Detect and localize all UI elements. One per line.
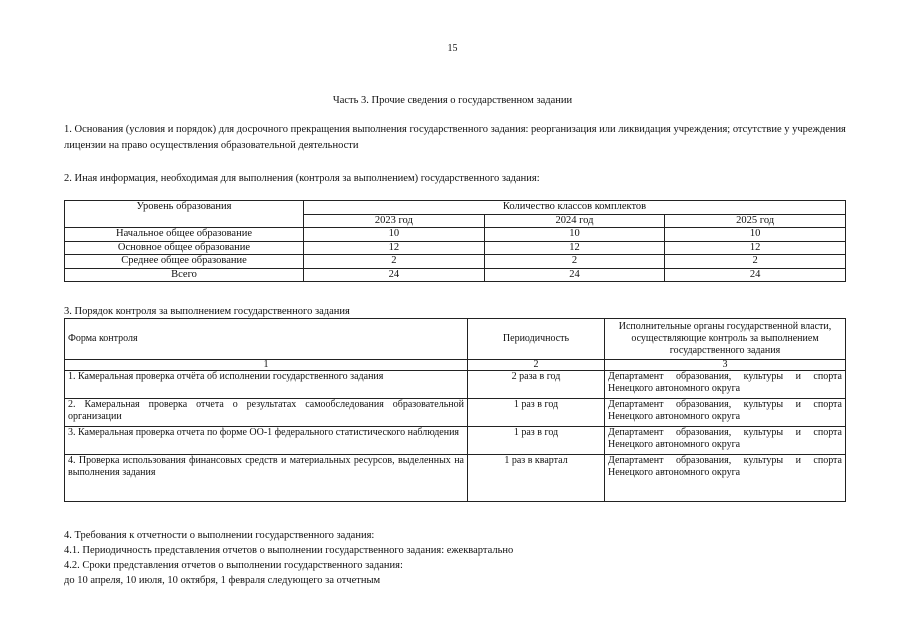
value-cell: 24	[665, 268, 846, 282]
year-cell: 2023 год	[304, 214, 485, 228]
year-cell: 2024 год	[484, 214, 665, 228]
form-cell: 3. Камеральная проверка отчета по форме ОО-1 федерального статистического наблюдения	[65, 427, 468, 455]
table-row	[65, 371, 846, 399]
header-period: Периодичность	[468, 319, 605, 360]
section-4-1-text: 4.1. Периодичность представления отчетов о выполнении государственного задания: ежеквартально	[64, 545, 514, 556]
period-cell: 1 раз в квартал	[468, 455, 605, 502]
col-number: 3	[605, 360, 846, 371]
form-cell: 4. Проверка использования финансовых средств и материальных ресурсов, выделенных на выполнения задания	[65, 455, 468, 502]
value-cell: 24	[304, 268, 485, 282]
year-cell: 2025 год	[665, 214, 846, 228]
period-cell: 2 раза в год	[468, 371, 605, 399]
form-cell: 1. Камеральная проверка отчёта об исполнении государственного задания	[65, 371, 468, 399]
class-count-table	[64, 200, 846, 282]
control-table	[64, 318, 846, 502]
section-3-text: 3. Порядок контроля за выполнением государственного задания	[64, 306, 350, 317]
organ-cell: Департамент образования, культуры и спорта Ненецкого автономного округа	[605, 371, 846, 399]
value-cell: 10	[665, 228, 846, 242]
col-number: 2	[468, 360, 605, 371]
form-cell: 2. Камеральная проверка отчета о результатах самообследования образовательной организации	[65, 399, 468, 427]
level-cell: Всего	[65, 268, 304, 282]
header-organ: Исполнительные органы государственной власти, осуществляющие контроль за выполнением государственного задания	[605, 319, 846, 360]
table-row	[65, 228, 846, 242]
value-cell: 2	[665, 255, 846, 269]
section-4-2-text: 4.2. Сроки представления отчетов о выполнении государственного задания:	[64, 560, 403, 571]
table-row-total	[65, 268, 846, 282]
header-form: Форма контроля	[65, 319, 468, 360]
col-number: 1	[65, 360, 468, 371]
value-cell: 12	[304, 241, 485, 255]
table-row	[65, 399, 846, 427]
section-4-3-text: до 10 апреля, 10 июля, 10 октября, 1 февраля следующего за отчетным	[64, 575, 381, 586]
table-header-row	[65, 201, 846, 215]
value-cell: 12	[665, 241, 846, 255]
table-row	[65, 455, 846, 502]
section-1-text: 1. Основания (условия и порядок) для досрочного прекращения выполнения государственного задания: реорганизация или ликвидация учреждения; отсутствие у учреждения лицензии на право осуществления образовательной деятельности	[64, 124, 846, 151]
organ-cell: Департамент образования, культуры и спорта Ненецкого автономного округа	[605, 427, 846, 455]
value-cell: 10	[484, 228, 665, 242]
page-number: 15	[447, 43, 458, 54]
column-number-row	[65, 360, 846, 371]
table-header-row	[65, 319, 846, 360]
level-cell: Среднее общее образование	[65, 255, 304, 269]
value-cell: 2	[304, 255, 485, 269]
header-level: Уровень образования	[65, 201, 304, 228]
table-row	[65, 255, 846, 269]
level-cell: Основное общее образование	[65, 241, 304, 255]
table-row	[65, 427, 846, 455]
value-cell: 2	[484, 255, 665, 269]
period-cell: 1 раз в год	[468, 399, 605, 427]
part-title: Часть 3. Прочие сведения о государственном задании	[332, 95, 573, 106]
organ-cell: Департамент образования, культуры и спорта Ненецкого автономного округа	[605, 455, 846, 502]
section-2-text: 2. Иная информация, необходимая для выполнения (контроля за выполнением) государственного задания:	[64, 173, 540, 184]
table-row	[65, 241, 846, 255]
level-cell: Начальное общее образование	[65, 228, 304, 242]
value-cell: 24	[484, 268, 665, 282]
value-cell: 12	[484, 241, 665, 255]
value-cell: 10	[304, 228, 485, 242]
section-4-text: 4. Требования к отчетности о выполнении государственного задания:	[64, 530, 375, 541]
period-cell: 1 раз в год	[468, 427, 605, 455]
organ-cell: Департамент образования, культуры и спорта Ненецкого автономного округа	[605, 399, 846, 427]
header-count: Количество классов комплектов	[304, 201, 846, 215]
